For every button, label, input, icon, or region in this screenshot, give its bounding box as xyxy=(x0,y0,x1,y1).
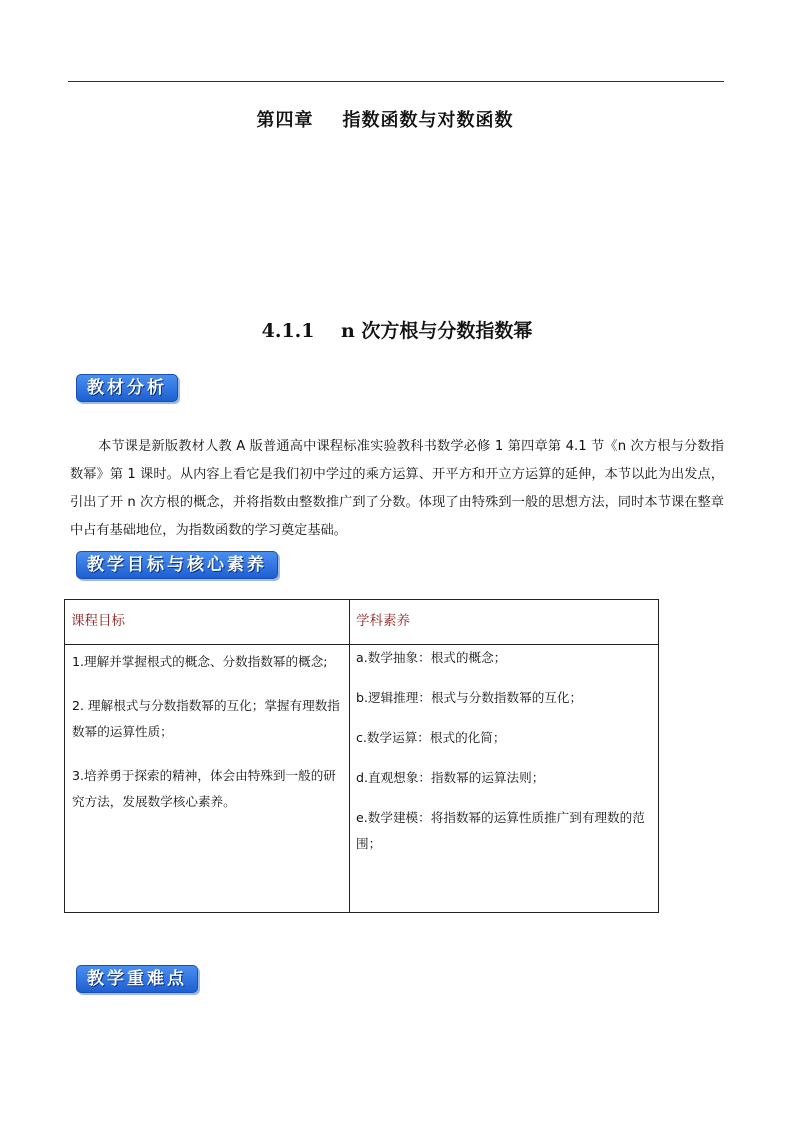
table-header-goals: 课程目标 xyxy=(65,600,350,645)
material-analysis-badge: 教材分析 xyxy=(76,374,178,402)
literacy-item: a.数学抽象：根式的概念； xyxy=(356,650,507,665)
header-rule xyxy=(68,81,724,82)
goal-item: 1.理解并掌握根式的概念、分数指数幂的概念; xyxy=(72,654,328,669)
goals-cell xyxy=(65,645,350,913)
literacy-cell xyxy=(350,645,659,913)
objectives-badge: 教学目标与核心素养 xyxy=(76,551,278,579)
literacy-item: d.直观想象：指数幂的运算法则； xyxy=(356,770,545,785)
table-row xyxy=(65,645,659,913)
table-header-row xyxy=(65,600,659,645)
material-analysis-text: 本节课是新版教材人教 A 版普通高中课程标准实验教科书数学必修 1 第四章第 4.1 节《n 次方根与分数指数幂》第 1 课时。从内容上看它是我们初中学过的乘方运算、开平方和开立方运算的延伸，本节以此为出发点，引出了开 n 次方根的概念，并将指数由整数推广到了分数。体现了由特殊到一般的思想方法，同时本节课在整章中占有基础地位，为指数函数的学习奠定基础。 xyxy=(70,439,724,539)
section-title: 4.1.1 n 次方根与分数指数幂 xyxy=(261,320,533,342)
table-header-literacy: 学科素养 xyxy=(350,600,659,645)
literacy-item: c.数学运算：根式的化简； xyxy=(356,730,506,745)
literacy-item: e.数学建模：将指数幂的运算性质推广到有理数的范围； xyxy=(356,810,645,851)
goal-item: 2. 理解根式与分数指数幂的互化；掌握有理数指数幂的运算性质； xyxy=(72,698,340,739)
goal-item: 3.培养勇于探索的精神，体会由特殊到一般的研究方法，发展数学核心素养。 xyxy=(72,768,336,809)
key-points-badge: 教学重难点 xyxy=(76,965,198,993)
literacy-item: b.逻辑推理：根式与分数指数幂的互化； xyxy=(356,690,583,705)
objectives-table xyxy=(64,599,659,913)
chapter-title: 第四章 指数函数与对数函数 xyxy=(256,110,514,131)
